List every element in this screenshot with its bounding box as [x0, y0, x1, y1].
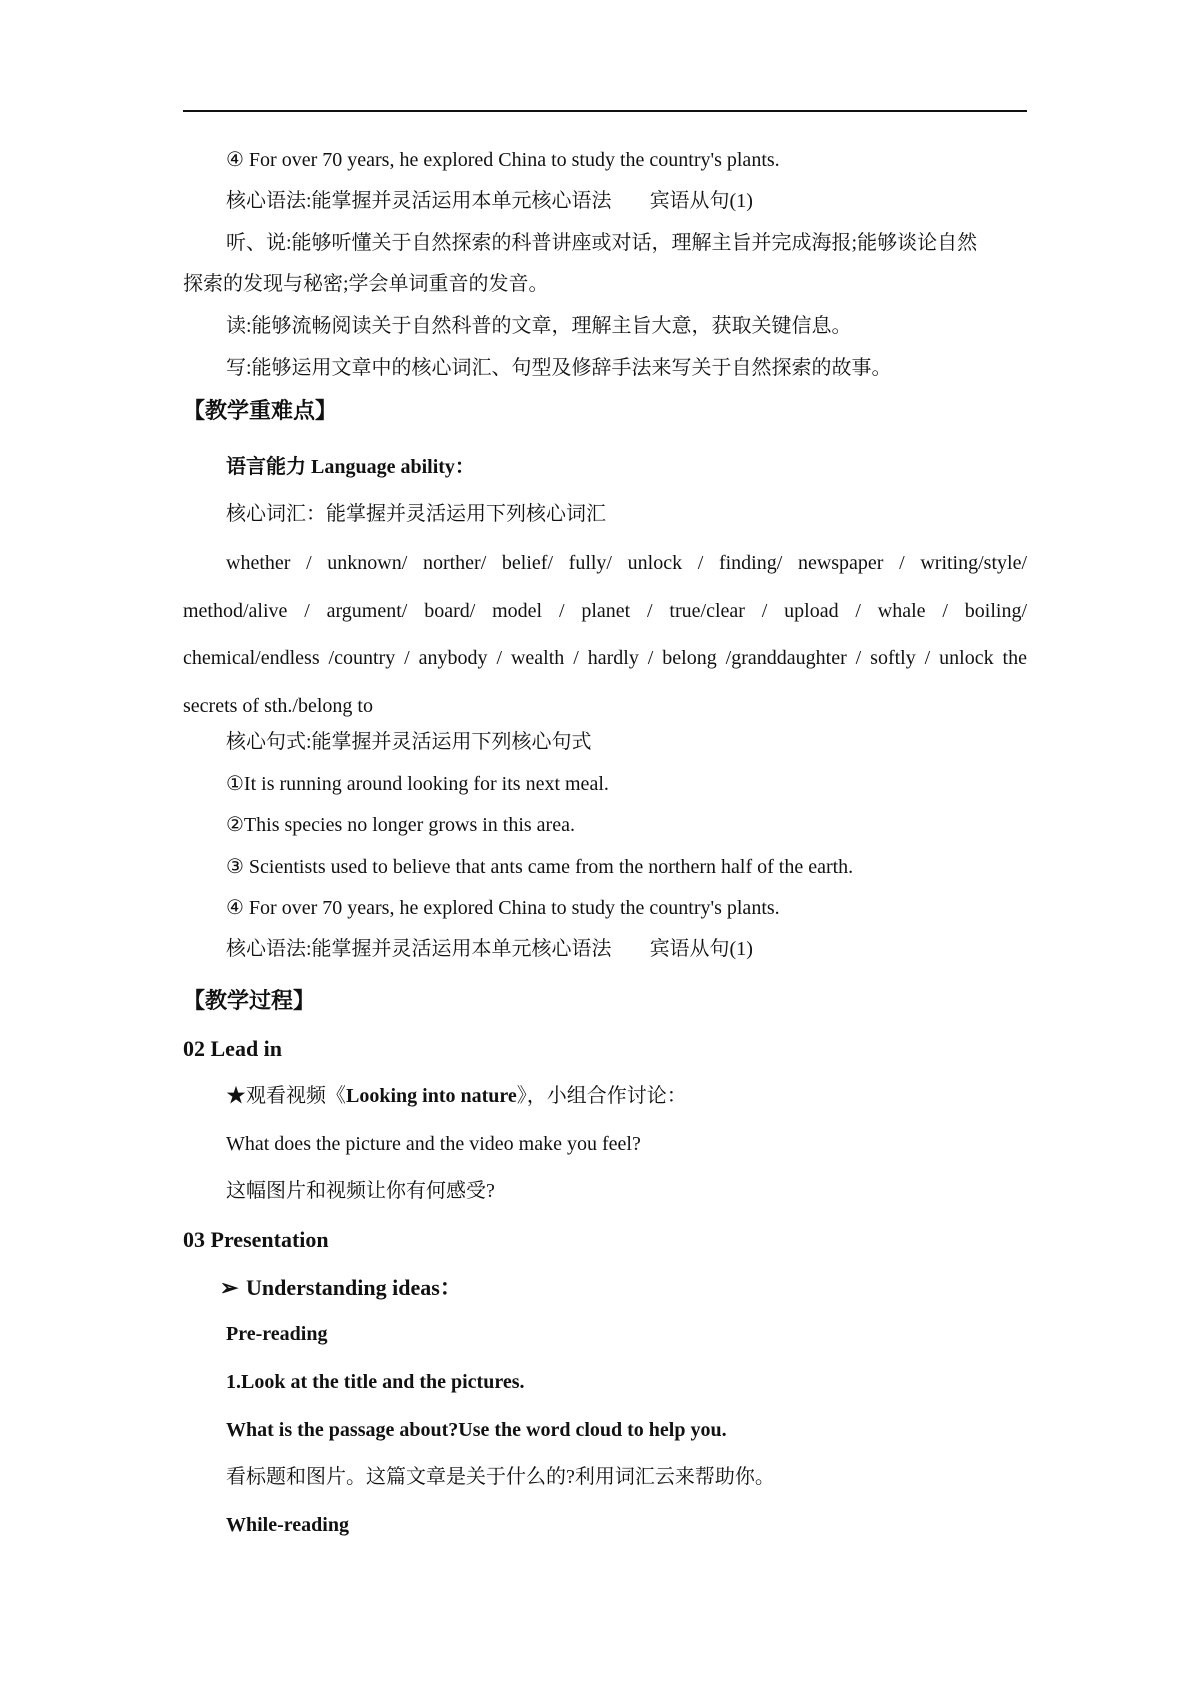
intro-grammar-line: [226, 189, 753, 213]
presentation-title: 03 Presentation: [183, 1227, 329, 1252]
arrow-bullet-icon: ➢: [220, 1275, 239, 1300]
vocabulary-line-3: chemical/endless /country / anybody / wealth / hardly / belong /granddaughter / softly / unlock the: [183, 647, 1027, 669]
lead-in-task-prefix: ★观看视频《: [226, 1085, 346, 1107]
intro-grammar-topic: 宾语从句(1): [649, 190, 753, 212]
core-sentence-4: ④ For over 70 years, he explored China to study the country's plants.: [226, 897, 780, 919]
lead-in-question-zh: 这幅图片和视频让你有何感受?: [226, 1180, 495, 1202]
vocabulary-line-1: whether / unknown/ norther/ belief/ fully/ unlock / finding/ newspaper / writing/style/: [226, 552, 1027, 574]
core-vocabulary-label: 核心词汇：能掌握并灵活运用下列核心词汇: [226, 503, 606, 525]
key-grammar-topic: 宾语从句(1): [649, 938, 753, 960]
vocabulary-line-4: secrets of sth./belong to: [183, 695, 373, 717]
reading-goal: 读:能够流畅阅读关于自然科普的文章，理解主旨大意，获取关键信息。: [226, 315, 852, 337]
writing-goal: 写:能够运用文章中的核心词汇、句型及修辞手法来写关于自然探索的故事。: [226, 357, 892, 379]
key-grammar-label: 核心语法:能掌握并灵活运用本单元核心语法: [226, 938, 612, 960]
listening-speaking-line-1: 听、说:能够听懂关于自然探索的科普讲座或对话，理解主旨并完成海报;能够谈论自然: [226, 232, 978, 254]
pre-reading-step-1-zh: 看标题和图片。这篇文章是关于什么的?利用词汇云来帮助你。: [226, 1466, 775, 1488]
lead-in-task: [226, 1084, 687, 1108]
vocabulary-line-2: method/alive / argument/ board/ model / planet / true/clear / upload / whale / boiling/: [183, 600, 1027, 622]
core-sentences-label: 核心句式:能掌握并灵活运用下列核心句式: [226, 731, 592, 753]
intro-sentence-4: ④ For over 70 years, he explored China to study the country's plants.: [226, 149, 780, 171]
language-ability-label: 语言能力 Language ability：: [226, 456, 475, 478]
understanding-ideas-line: [220, 1275, 462, 1301]
understanding-ideas-label: Understanding ideas：: [246, 1275, 462, 1300]
lead-in-task-suffix: 》，小组合作讨论：: [516, 1085, 687, 1107]
core-sentence-1: ①It is running around looking for its next meal.: [226, 773, 609, 795]
listening-speaking-line-2: 探索的发现与秘密;学会单词重音的发音。: [183, 273, 549, 295]
pre-reading-label: Pre-reading: [226, 1323, 328, 1345]
header-rule: [183, 110, 1027, 112]
key-points-heading: 【教学重难点】: [183, 398, 338, 423]
core-sentence-3: ③ Scientists used to believe that ants came from the northern half of the earth.: [226, 856, 854, 878]
lead-in-question-en: What does the picture and the video make you feel?: [226, 1133, 641, 1155]
pre-reading-step-1: 1.Look at the title and the pictures.: [226, 1371, 525, 1393]
video-title: Looking into nature: [346, 1085, 517, 1107]
lead-in-title: 02 Lead in: [183, 1036, 283, 1061]
core-sentence-2: ②This species no longer grows in this area.: [226, 814, 575, 836]
pre-reading-step-1-question: What is the passage about?Use the word cloud to help you.: [226, 1419, 727, 1441]
intro-grammar-label: 核心语法:能掌握并灵活运用本单元核心语法: [226, 190, 612, 212]
key-grammar-line: [226, 937, 753, 961]
teaching-process-heading: 【教学过程】: [183, 988, 316, 1013]
while-reading-label: While-reading: [226, 1514, 349, 1536]
